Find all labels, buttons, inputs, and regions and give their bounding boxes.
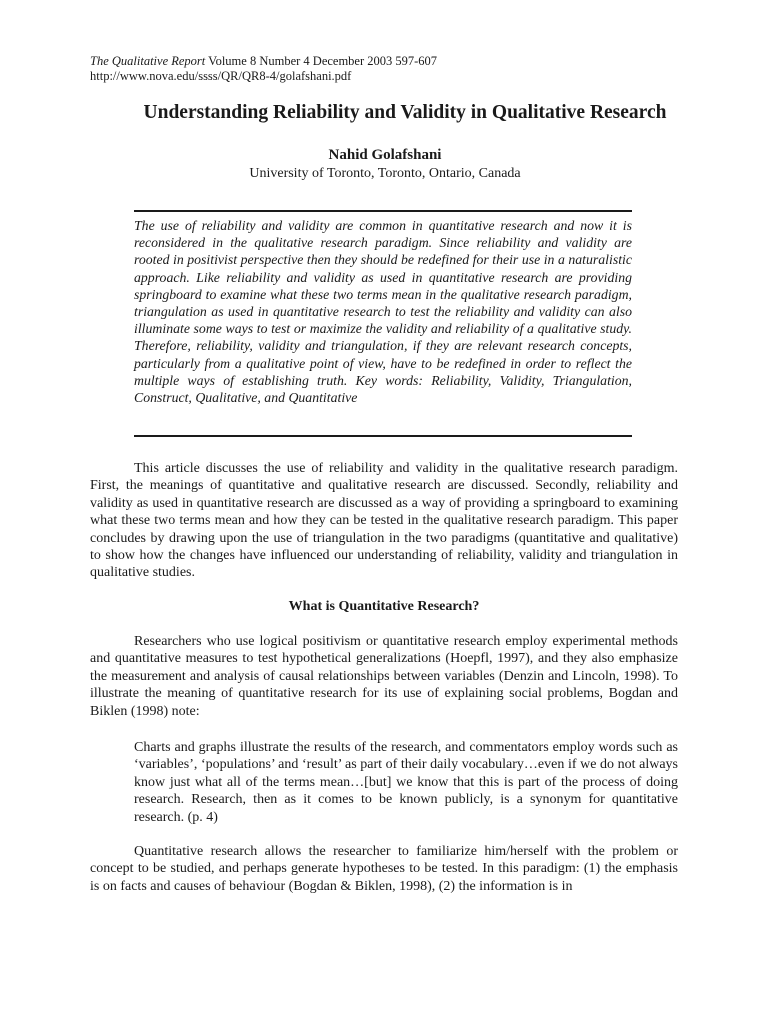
paper-title: Understanding Reliability and Validity in Qualitative Research [143,102,667,123]
journal-citation [90,54,437,69]
abstract-top-rule [134,210,632,212]
block-quote: Charts and graphs illustrate the results of the research, and commentators employ words such as ‘variables’, ‘populations’ and ‘result’ as part of their daily vocabulary…even if we do not always know just what all of the terms mean…[but] we know that this is part of the process of doing research. Research, then as it comes to be known publicly, is a synonym for quantitative research. (p. 4) [134,740,678,825]
intro-text: This article discusses the use of reliability and validity in the qualitative research paradigm. First, the meanings of quantitative and qualitative research are discussed. Secondly, reliability and validity as used in quantitative research are discussed as a way of providing a springboard to examining what these two terms mean and how they can be tested in the qualitative research paradigm. This paper concludes by drawing upon the use of triangulation in the two paradigms (quantitative and qualitative) to show how the changes have influenced our understanding of reliability, validity and triangulation in qualitative studies. [90,461,678,581]
section-heading: What is Quantitative Research? [288,599,480,614]
journal-name: The Qualitative Report [90,54,206,68]
author-affiliation: University of Toronto, Toronto, Ontario, Canada [249,166,521,181]
journal-url: http://www.nova.edu/ssss/QR/QR8-4/golafshani.pdf [90,69,352,83]
paragraph-1-text: Researchers who use logical positivism or quantitative research employ experimental methods and quantitative measures to test hypothetical generalizations (Hoepfl, 1997), and they also emphasize the measurement and analysis of causal relationships between variables (Denzin and Lincoln, 1998). To illustrate the meaning of quantitative research for its use of explaining social problems, Bogdan and Biklen (1998) note: [90,634,678,719]
journal-issue: Volume 8 Number 4 December 2003 597-607 [208,54,438,68]
author-name: Nahid Golafshani [328,147,442,163]
journal-header [90,54,437,84]
paragraph-2-text: Quantitative research allows the researcher to familiarize him/herself with the problem or concept to be studied, and perhaps generate hypotheses to be tested. In this paradigm: (1) the emphasis is on facts and causes of behaviour (Bogdan & Biklen, 1998), (2) the information is in [90,844,678,894]
paragraph-1 [90,633,678,720]
abstract: The use of reliability and validity are common in quantitative research and now it is reconsidered in the qualitative research paradigm. Since reliability and validity are rooted in positivist perspective then they should be redefined for their use in a naturalistic approach. Like reliability and validity as used in quantitative research are providing springboard to examine what these two terms mean in the qualitative research paradigm, triangulation as used in quantitative research to test the reliability and validity can also illuminate some ways to test or maximize the validity and reliability of a qualitative study. Therefore, reliability, validity and triangulation, if they are relevant research concepts, particularly from a qualitative point of view, have to be redefined in order to reflect the multiple ways of establishing truth. Key words: Reliability, Validity, Triangulation, Construct, Qualitative, and Quantitative [134,218,632,406]
abstract-bottom-rule [134,435,632,437]
paragraph-2 [90,843,678,895]
intro-paragraph [90,460,678,582]
